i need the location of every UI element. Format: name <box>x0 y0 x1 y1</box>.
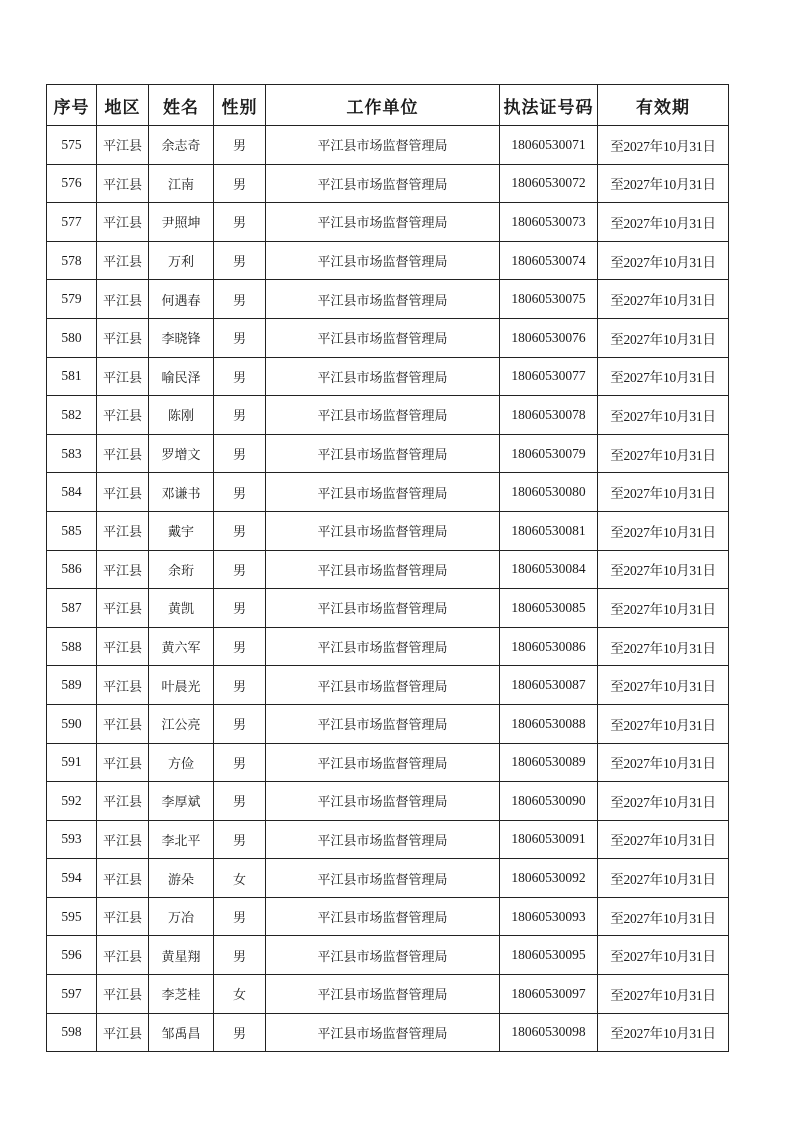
cell-work-unit: 平江县市场监督管理局 <box>266 666 500 705</box>
cell-region: 平江县 <box>97 1013 149 1052</box>
cell-region: 平江县 <box>97 666 149 705</box>
table-row <box>47 589 729 628</box>
cell-name: 万冶 <box>149 897 214 936</box>
cell-cert-number: 18060530091 <box>500 820 598 859</box>
cell-work-unit: 平江县市场监督管理局 <box>266 704 500 743</box>
cell-cert-number: 18060530093 <box>500 897 598 936</box>
cell-gender: 男 <box>214 434 266 473</box>
cell-work-unit: 平江县市场监督管理局 <box>266 1013 500 1052</box>
cell-work-unit: 平江县市场监督管理局 <box>266 627 500 666</box>
table-row <box>47 164 729 203</box>
cell-cert-number: 18060530073 <box>500 203 598 242</box>
cell-serial: 584 <box>47 473 97 512</box>
cell-gender: 男 <box>214 936 266 975</box>
cell-name: 戴宇 <box>149 511 214 550</box>
cell-name: 游朵 <box>149 859 214 898</box>
cell-name: 万利 <box>149 241 214 280</box>
table-row <box>47 1013 729 1052</box>
cell-region: 平江县 <box>97 203 149 242</box>
cell-region: 平江县 <box>97 164 149 203</box>
cell-cert-number: 18060530086 <box>500 627 598 666</box>
cell-region: 平江县 <box>97 241 149 280</box>
cell-region: 平江县 <box>97 511 149 550</box>
cell-serial: 575 <box>47 126 97 165</box>
cell-work-unit: 平江县市场监督管理局 <box>266 897 500 936</box>
table-row <box>47 550 729 589</box>
cell-valid-until: 至2027年10月31日 <box>598 203 729 242</box>
cell-region: 平江县 <box>97 473 149 512</box>
cell-cert-number: 18060530079 <box>500 434 598 473</box>
cell-serial: 589 <box>47 666 97 705</box>
cell-gender: 男 <box>214 627 266 666</box>
cell-valid-until: 至2027年10月31日 <box>598 318 729 357</box>
cell-region: 平江县 <box>97 704 149 743</box>
cell-serial: 583 <box>47 434 97 473</box>
cell-serial: 579 <box>47 280 97 319</box>
cell-gender: 女 <box>214 859 266 898</box>
cell-valid-until: 至2027年10月31日 <box>598 1013 729 1052</box>
cell-region: 平江县 <box>97 126 149 165</box>
cell-work-unit: 平江县市场监督管理局 <box>266 589 500 628</box>
cell-serial: 590 <box>47 704 97 743</box>
cell-valid-until: 至2027年10月31日 <box>598 936 729 975</box>
cell-cert-number: 18060530090 <box>500 782 598 821</box>
cell-name: 叶晨光 <box>149 666 214 705</box>
table-row <box>47 280 729 319</box>
cell-work-unit: 平江县市场监督管理局 <box>266 859 500 898</box>
cell-cert-number: 18060530074 <box>500 241 598 280</box>
cell-name: 邓谦书 <box>149 473 214 512</box>
cell-gender: 男 <box>214 589 266 628</box>
cell-cert-number: 18060530080 <box>500 473 598 512</box>
cell-work-unit: 平江县市场监督管理局 <box>266 550 500 589</box>
cell-gender: 男 <box>214 1013 266 1052</box>
cell-gender: 男 <box>214 164 266 203</box>
cell-valid-until: 至2027年10月31日 <box>598 396 729 435</box>
table-row <box>47 511 729 550</box>
cell-region: 平江县 <box>97 550 149 589</box>
cell-work-unit: 平江县市场监督管理局 <box>266 434 500 473</box>
table-row <box>47 936 729 975</box>
cell-cert-number: 18060530084 <box>500 550 598 589</box>
header-gender: 性别 <box>214 85 266 126</box>
table-row <box>47 627 729 666</box>
cell-valid-until: 至2027年10月31日 <box>598 666 729 705</box>
cell-gender: 男 <box>214 241 266 280</box>
cell-name: 邹禹昌 <box>149 1013 214 1052</box>
cell-cert-number: 18060530087 <box>500 666 598 705</box>
cell-name: 余珩 <box>149 550 214 589</box>
header-work-unit: 工作单位 <box>266 85 500 126</box>
cell-serial: 576 <box>47 164 97 203</box>
table-row <box>47 396 729 435</box>
cell-valid-until: 至2027年10月31日 <box>598 434 729 473</box>
cell-name: 黄星翔 <box>149 936 214 975</box>
cell-region: 平江县 <box>97 820 149 859</box>
cell-work-unit: 平江县市场监督管理局 <box>266 164 500 203</box>
cell-name: 李厚斌 <box>149 782 214 821</box>
cell-name: 陈刚 <box>149 396 214 435</box>
header-valid-until: 有效期 <box>598 85 729 126</box>
cell-cert-number: 18060530085 <box>500 589 598 628</box>
header-serial: 序号 <box>47 85 97 126</box>
cell-work-unit: 平江县市场监督管理局 <box>266 126 500 165</box>
cell-cert-number: 18060530077 <box>500 357 598 396</box>
cell-cert-number: 18060530092 <box>500 859 598 898</box>
cell-serial: 582 <box>47 396 97 435</box>
cell-valid-until: 至2027年10月31日 <box>598 357 729 396</box>
cell-valid-until: 至2027年10月31日 <box>598 975 729 1014</box>
cell-name: 余志奇 <box>149 126 214 165</box>
cell-name: 黄凯 <box>149 589 214 628</box>
cell-name: 江南 <box>149 164 214 203</box>
header-name: 姓名 <box>149 85 214 126</box>
cell-work-unit: 平江县市场监督管理局 <box>266 241 500 280</box>
cell-name: 尹照坤 <box>149 203 214 242</box>
cell-name: 何遇春 <box>149 280 214 319</box>
table-row <box>47 704 729 743</box>
cell-gender: 男 <box>214 203 266 242</box>
cell-region: 平江县 <box>97 897 149 936</box>
cell-region: 平江县 <box>97 782 149 821</box>
cell-gender: 男 <box>214 318 266 357</box>
table-row <box>47 126 729 165</box>
cell-work-unit: 平江县市场监督管理局 <box>266 975 500 1014</box>
table-row <box>47 975 729 1014</box>
cell-gender: 男 <box>214 357 266 396</box>
cell-gender: 男 <box>214 666 266 705</box>
cell-work-unit: 平江县市场监督管理局 <box>266 782 500 821</box>
cell-gender: 男 <box>214 704 266 743</box>
cell-gender: 男 <box>214 550 266 589</box>
cell-name: 江公亮 <box>149 704 214 743</box>
cell-region: 平江县 <box>97 589 149 628</box>
cell-region: 平江县 <box>97 936 149 975</box>
cell-serial: 591 <box>47 743 97 782</box>
cell-serial: 594 <box>47 859 97 898</box>
cell-valid-until: 至2027年10月31日 <box>598 280 729 319</box>
cell-valid-until: 至2027年10月31日 <box>598 704 729 743</box>
cell-cert-number: 18060530098 <box>500 1013 598 1052</box>
cell-serial: 597 <box>47 975 97 1014</box>
cell-cert-number: 18060530089 <box>500 743 598 782</box>
cell-gender: 男 <box>214 473 266 512</box>
cell-cert-number: 18060530076 <box>500 318 598 357</box>
cell-work-unit: 平江县市场监督管理局 <box>266 396 500 435</box>
cell-gender: 男 <box>214 743 266 782</box>
table-row <box>47 859 729 898</box>
officer-list-sheet <box>46 84 728 1052</box>
cell-valid-until: 至2027年10月31日 <box>598 782 729 821</box>
cell-work-unit: 平江县市场监督管理局 <box>266 318 500 357</box>
cell-serial: 581 <box>47 357 97 396</box>
table-row <box>47 820 729 859</box>
cell-region: 平江县 <box>97 859 149 898</box>
header-region: 地区 <box>97 85 149 126</box>
cell-serial: 586 <box>47 550 97 589</box>
cell-serial: 587 <box>47 589 97 628</box>
cell-serial: 593 <box>47 820 97 859</box>
cell-gender: 男 <box>214 897 266 936</box>
cell-valid-until: 至2027年10月31日 <box>598 550 729 589</box>
cell-valid-until: 至2027年10月31日 <box>598 473 729 512</box>
cell-gender: 男 <box>214 820 266 859</box>
cell-region: 平江县 <box>97 318 149 357</box>
cell-region: 平江县 <box>97 434 149 473</box>
cell-cert-number: 18060530075 <box>500 280 598 319</box>
table-row <box>47 743 729 782</box>
cell-name: 李晓锋 <box>149 318 214 357</box>
cell-serial: 596 <box>47 936 97 975</box>
cell-gender: 女 <box>214 975 266 1014</box>
header-cert-number: 执法证号码 <box>500 85 598 126</box>
cell-valid-until: 至2027年10月31日 <box>598 164 729 203</box>
cell-serial: 592 <box>47 782 97 821</box>
cell-name: 喻民泽 <box>149 357 214 396</box>
table-row <box>47 434 729 473</box>
cell-serial: 585 <box>47 511 97 550</box>
cell-name: 方俭 <box>149 743 214 782</box>
cell-valid-until: 至2027年10月31日 <box>598 627 729 666</box>
cell-work-unit: 平江县市场监督管理局 <box>266 743 500 782</box>
cell-cert-number: 18060530071 <box>500 126 598 165</box>
cell-serial: 588 <box>47 627 97 666</box>
cell-gender: 男 <box>214 782 266 821</box>
table-row <box>47 473 729 512</box>
cell-work-unit: 平江县市场监督管理局 <box>266 203 500 242</box>
table-row <box>47 666 729 705</box>
cell-name: 李北平 <box>149 820 214 859</box>
table-row <box>47 782 729 821</box>
header-row <box>47 85 729 126</box>
cell-work-unit: 平江县市场监督管理局 <box>266 473 500 512</box>
cell-serial: 595 <box>47 897 97 936</box>
cell-serial: 578 <box>47 241 97 280</box>
table-header <box>47 85 729 126</box>
cell-cert-number: 18060530081 <box>500 511 598 550</box>
cell-valid-until: 至2027年10月31日 <box>598 820 729 859</box>
cell-serial: 577 <box>47 203 97 242</box>
table-body <box>47 126 729 1052</box>
cell-region: 平江县 <box>97 743 149 782</box>
cell-cert-number: 18060530078 <box>500 396 598 435</box>
cell-work-unit: 平江县市场监督管理局 <box>266 820 500 859</box>
cell-cert-number: 18060530088 <box>500 704 598 743</box>
cell-gender: 男 <box>214 126 266 165</box>
cell-valid-until: 至2027年10月31日 <box>598 511 729 550</box>
table-row <box>47 897 729 936</box>
cell-cert-number: 18060530097 <box>500 975 598 1014</box>
cell-region: 平江县 <box>97 975 149 1014</box>
cell-serial: 580 <box>47 318 97 357</box>
cell-gender: 男 <box>214 511 266 550</box>
cell-valid-until: 至2027年10月31日 <box>598 126 729 165</box>
cell-valid-until: 至2027年10月31日 <box>598 897 729 936</box>
cell-valid-until: 至2027年10月31日 <box>598 743 729 782</box>
cell-valid-until: 至2027年10月31日 <box>598 241 729 280</box>
cell-region: 平江县 <box>97 280 149 319</box>
cell-cert-number: 18060530072 <box>500 164 598 203</box>
cell-region: 平江县 <box>97 357 149 396</box>
cell-cert-number: 18060530095 <box>500 936 598 975</box>
cell-name: 李芝桂 <box>149 975 214 1014</box>
cell-valid-until: 至2027年10月31日 <box>598 859 729 898</box>
table-row <box>47 318 729 357</box>
officer-table <box>46 84 729 1052</box>
cell-name: 黄六军 <box>149 627 214 666</box>
table-row <box>47 203 729 242</box>
cell-gender: 男 <box>214 280 266 319</box>
cell-name: 罗增文 <box>149 434 214 473</box>
table-row <box>47 357 729 396</box>
cell-region: 平江县 <box>97 627 149 666</box>
cell-gender: 男 <box>214 396 266 435</box>
cell-work-unit: 平江县市场监督管理局 <box>266 511 500 550</box>
cell-work-unit: 平江县市场监督管理局 <box>266 936 500 975</box>
cell-valid-until: 至2027年10月31日 <box>598 589 729 628</box>
cell-work-unit: 平江县市场监督管理局 <box>266 357 500 396</box>
cell-region: 平江县 <box>97 396 149 435</box>
table-row <box>47 241 729 280</box>
cell-work-unit: 平江县市场监督管理局 <box>266 280 500 319</box>
cell-serial: 598 <box>47 1013 97 1052</box>
